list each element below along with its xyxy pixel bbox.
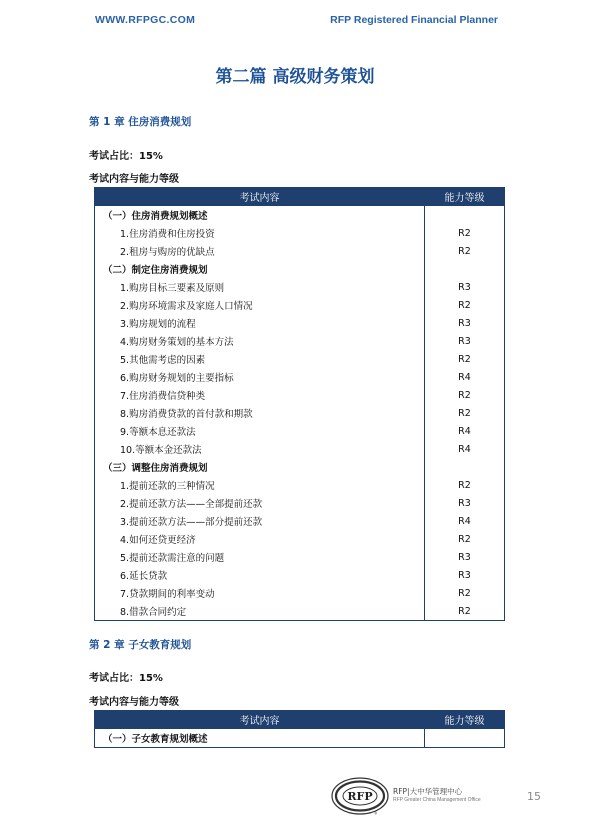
table-row [95,602,505,621]
level-cell: R4 [425,368,505,386]
level-cell: R2 [425,386,505,404]
chapter-2-syllabus-table [94,710,505,748]
level-cell: R3 [425,566,505,584]
col-header-content: 考试内容 [95,711,425,729]
topic-cell: 5.提前还款需注意的问题 [95,548,425,566]
topic-cell: 7.住房消费信贷种类 [95,386,425,404]
topic-cell: 3.购房规划的流程 [95,314,425,332]
table-row [95,296,505,314]
table-row [95,224,505,242]
level-cell: R3 [425,494,505,512]
section-title-cell: （一）子女教育规划概述 [95,729,425,748]
header-website[interactable]: WWW.RFPGC.COM [95,14,196,26]
level-cell: R2 [425,584,505,602]
topic-cell: 9.等额本息还款法 [95,422,425,440]
section-title-cell: （二）制定住房消费规划 [95,260,425,278]
topic-cell: 8.借款合同约定 [95,602,425,621]
chapter-1-syllabus-table [94,187,505,621]
table-row [95,386,505,404]
table-section-row [95,260,505,278]
chapter-2-table-body [95,729,505,748]
header-program: RFP Registered Financial Planner [330,14,498,26]
table-row [95,548,505,566]
section-title-cell: （一）住房消费规划概述 [95,206,425,225]
table-header-row [95,188,505,206]
chapter-1-title: 第 1 章 住房消费规划 [89,116,192,128]
topic-cell: 4.如何还贷更经济 [95,530,425,548]
level-cell: R2 [425,602,505,621]
level-cell [425,260,505,278]
col-header-level: 能力等级 [425,188,505,206]
svg-text:RFP: RFP [347,790,373,803]
table-row [95,512,505,530]
table-row [95,494,505,512]
level-cell [425,729,505,748]
topic-cell: 2.租房与购房的优缺点 [95,242,425,260]
table-row [95,332,505,350]
chapter-2-table-caption: 考试内容与能力等级 [89,697,179,708]
level-cell: R3 [425,314,505,332]
svg-text:®: ® [374,811,378,816]
level-cell [425,206,505,225]
rfp-seal-logo [330,776,390,820]
level-cell: R3 [425,332,505,350]
part-title: 第二篇 高级财务策划 [215,67,375,87]
table-row [95,278,505,296]
chapter-1-table-body [95,206,505,621]
chapter-1-table-caption: 考试内容与能力等级 [89,174,179,185]
chapter-2-weight: 考试占比：15% [89,673,163,684]
topic-cell: 5.其他需考虑的因素 [95,350,425,368]
col-header-level: 能力等级 [425,711,505,729]
page-number: 15 [527,790,541,803]
chapter-1-weight: 考试占比：15% [89,151,163,162]
topic-cell: 2.购房环境需求及家庭人口情况 [95,296,425,314]
table-row [95,404,505,422]
topic-cell: 1.住房消费和住房投资 [95,224,425,242]
level-cell: R2 [425,350,505,368]
topic-cell: 1.提前还款的三种情况 [95,476,425,494]
table-row [95,584,505,602]
level-cell: R2 [425,224,505,242]
level-cell: R3 [425,278,505,296]
table-row [95,350,505,368]
table-row [95,476,505,494]
level-cell: R2 [425,476,505,494]
section-title-cell: （三）调整住房消费规划 [95,458,425,476]
level-cell: R2 [425,296,505,314]
topic-cell: 3.提前还款方法——部分提前还款 [95,512,425,530]
table-header-row [95,711,505,729]
level-cell: R2 [425,404,505,422]
level-cell: R4 [425,422,505,440]
level-cell: R2 [425,242,505,260]
table-row [95,368,505,386]
footer-org-en: RFP Greater China Management Office [393,797,481,803]
table-section-row [95,458,505,476]
table-row [95,314,505,332]
table-row [95,422,505,440]
col-header-content: 考试内容 [95,188,425,206]
topic-cell: 8.购房消费贷款的首付款和期款 [95,404,425,422]
table-section-row [95,206,505,225]
topic-cell: 10.等额本金还款法 [95,440,425,458]
topic-cell: 2.提前还款方法——全部提前还款 [95,494,425,512]
table-row [95,440,505,458]
table-section-row [95,729,505,748]
topic-cell: 4.购房财务策划的基本方法 [95,332,425,350]
topic-cell: 6.购房财务规划的主要指标 [95,368,425,386]
level-cell: R4 [425,512,505,530]
table-row [95,566,505,584]
table-row [95,242,505,260]
level-cell: R2 [425,530,505,548]
topic-cell: 6.延长贷款 [95,566,425,584]
level-cell: R3 [425,548,505,566]
level-cell [425,458,505,476]
topic-cell: 1.购房目标三要素及原则 [95,278,425,296]
footer-org-cn: RFP|大中华管理中心 [393,787,463,796]
table-row [95,530,505,548]
chapter-2-title: 第 2 章 子女教育规划 [89,639,192,651]
topic-cell: 7.贷款期间的利率变动 [95,584,425,602]
level-cell: R4 [425,440,505,458]
